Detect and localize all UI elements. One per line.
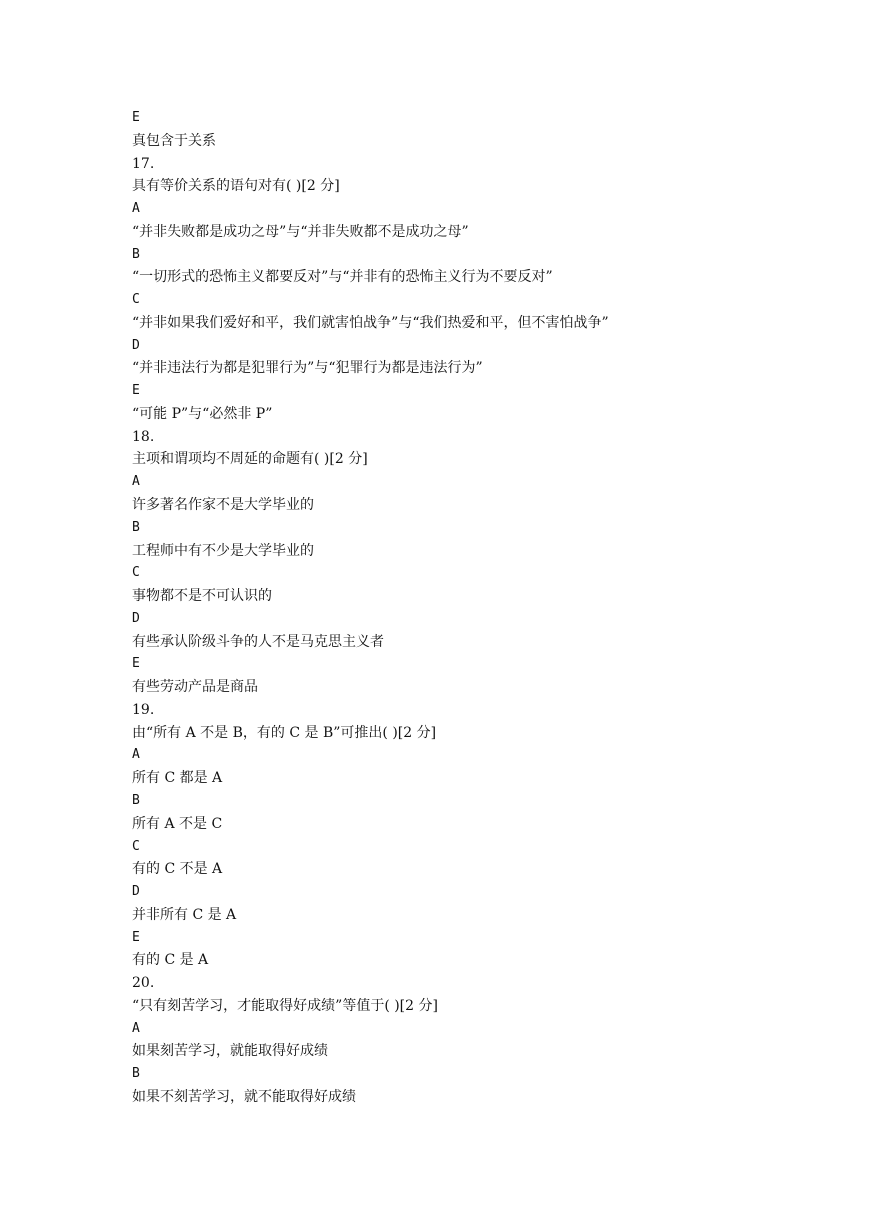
option-text: “并非如果我们爱好和平，我们就害怕战争”与“我们热爱和平，但不害怕战争”	[132, 314, 609, 331]
option-text: “可能 P”与“必然非 P”	[132, 405, 273, 422]
question-text: 主项和谓项均不周延的命题有( )[2 分]	[132, 451, 368, 468]
option-letter: E	[132, 110, 140, 125]
question-text: “只有刻苦学习，才能取得好成绩”等值于( )[2 分]	[132, 997, 438, 1014]
option-letter: A	[132, 201, 140, 217]
option-text: 真包含于关系	[132, 132, 216, 149]
option-text: 所有 C 都是 A	[132, 770, 223, 787]
option-text: 许多著名作家不是大学毕业的	[132, 497, 314, 514]
option-letter: E	[132, 656, 140, 672]
option-text: 所有 A 不是 C	[132, 815, 223, 832]
question-text: 由“所有 A 不是 B，有的 C 是 B”可推出( )[2 分]	[132, 724, 437, 741]
option-letter: A	[132, 1020, 140, 1036]
option-letter: C	[132, 838, 140, 854]
option-text: 有的 C 是 A	[132, 952, 209, 969]
option-letter: C	[132, 292, 140, 308]
option-letter: A	[132, 747, 140, 763]
question-number: 17.	[132, 155, 155, 172]
option-text: 如果不刻苦学习，就不能取得好成绩	[132, 1088, 356, 1105]
option-letter: D	[132, 884, 140, 900]
option-text: 事物都不是不可认识的	[132, 588, 272, 605]
option-letter: E	[132, 383, 140, 399]
option-letter: D	[132, 337, 140, 353]
option-text: “并非失败都是成功之母”与“并非失败都不是成功之母”	[132, 223, 469, 240]
question-number: 19.	[132, 701, 155, 718]
option-letter: A	[132, 474, 140, 490]
option-text: 有些劳动产品是商品	[132, 679, 258, 696]
option-letter: B	[132, 519, 140, 535]
option-letter: E	[132, 929, 140, 945]
option-text: 工程师中有不少是大学毕业的	[132, 542, 314, 559]
option-letter: B	[132, 792, 140, 808]
option-text: 有的 C 不是 A	[132, 861, 223, 878]
question-number: 18.	[132, 428, 155, 445]
option-text: 有些承认阶级斗争的人不是马克思主义者	[132, 633, 384, 650]
option-letter: B	[132, 1066, 140, 1082]
option-letter: D	[132, 610, 140, 626]
question-number: 20.	[132, 975, 155, 992]
option-text: 如果刻苦学习，就能取得好成绩	[132, 1043, 328, 1060]
option-text: 并非所有 C 是 A	[132, 906, 237, 923]
option-text: “一切形式的恐怖主义都要反对”与“并非有的恐怖主义行为不要反对”	[132, 269, 553, 286]
option-letter: B	[132, 246, 140, 262]
document-page	[132, 107, 832, 1109]
question-text: 具有等价关系的语句对有( )[2 分]	[132, 178, 340, 195]
option-text: “并非违法行为都是犯罪行为”与“犯罪行为都是违法行为”	[132, 360, 483, 377]
option-letter: C	[132, 565, 140, 581]
